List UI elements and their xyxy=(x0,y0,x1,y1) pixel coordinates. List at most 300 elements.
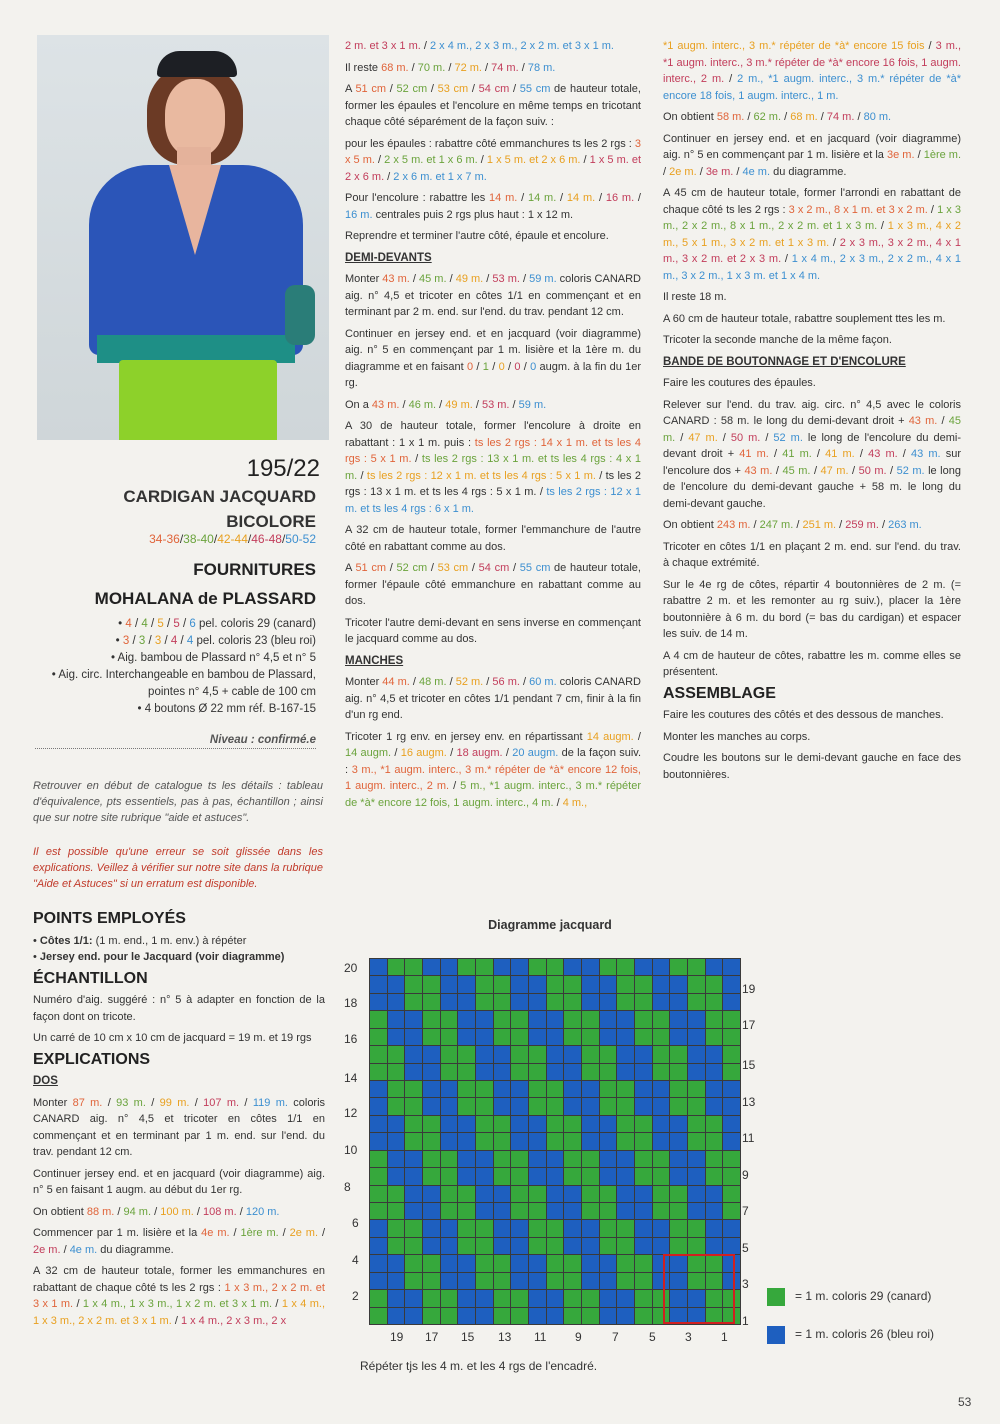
grid-cell xyxy=(493,1045,512,1063)
grid-cell xyxy=(404,1115,423,1133)
erratum-notice: Il est possible qu'une erreur se soit glissée dans les explications. Veillez à vérifier sur notre site dans la rubrique "Aide et Astuces" si un erratum est disponible. xyxy=(33,846,323,890)
grid-cell xyxy=(687,1080,706,1098)
page-number: 53 xyxy=(958,1395,972,1409)
grid-cell xyxy=(369,993,388,1011)
pattern-number: 195/22 xyxy=(246,455,320,482)
grid-cell xyxy=(440,1202,459,1220)
grid-cell xyxy=(457,1254,476,1272)
level-label: Niveau : confirmé.e xyxy=(35,734,316,749)
grid-cell xyxy=(616,1028,635,1046)
grid-cell xyxy=(546,1080,565,1098)
grid-cell xyxy=(687,975,706,993)
grid-cell xyxy=(475,975,494,993)
grid-cell xyxy=(546,975,565,993)
grid-cell xyxy=(440,1254,459,1272)
grid-cell xyxy=(616,993,635,1011)
grid-cell xyxy=(528,1010,547,1028)
grid-cell xyxy=(634,1150,653,1168)
diagram-title: Diagramme jacquard xyxy=(488,918,612,932)
grid-cell xyxy=(616,1272,635,1290)
grid-cell xyxy=(493,1080,512,1098)
grid-cell xyxy=(369,1010,388,1028)
grid-cell xyxy=(493,1202,512,1220)
grid-cell xyxy=(581,1307,600,1325)
grid-cell xyxy=(581,1237,600,1255)
grid-cell xyxy=(669,1115,688,1133)
grid-cell xyxy=(457,1185,476,1203)
grid-cell xyxy=(457,958,476,976)
grid-cell xyxy=(440,1219,459,1237)
grid-cell xyxy=(669,1028,688,1046)
green-swatch xyxy=(767,1288,785,1306)
grid-cell xyxy=(422,958,441,976)
grid-cell xyxy=(705,1132,724,1150)
grid-cell xyxy=(493,1219,512,1237)
supplies-list: • 4 / 4 / 5 / 5 / 6 pel. coloris 29 (canard) • 3 / 3 / 3 / 4 / 4 pel. coloris 23 (bleu roi) • Aig. bambou de Plassard n° 4,5 et n° 5 • Aig. circ. Interchangeable en bambou de Plassard, pointes n° 4,5 + cable de 100 cm • 4 boutons Ø 22 mm réf. B-167-15 xyxy=(51,618,316,715)
grid-cell xyxy=(404,1289,423,1307)
grid-cell xyxy=(475,1150,494,1168)
grid-cell xyxy=(387,958,406,976)
grid-cell xyxy=(422,1080,441,1098)
diagram-caption: Répéter tjs les 4 m. et les 4 rgs de l'encadré. xyxy=(360,1359,598,1373)
grid-cell xyxy=(475,1063,494,1081)
grid-cell xyxy=(599,1185,618,1203)
grid-cell xyxy=(669,1150,688,1168)
grid-cell xyxy=(616,1202,635,1220)
grid-cell xyxy=(404,1219,423,1237)
grid-cell xyxy=(687,1115,706,1133)
grid-cell xyxy=(387,1202,406,1220)
fournitures-heading: FOURNITURES xyxy=(193,560,316,579)
grid-cell xyxy=(652,1167,671,1185)
grid-cell xyxy=(369,1028,388,1046)
blue-swatch xyxy=(767,1326,785,1344)
grid-cell xyxy=(705,1150,724,1168)
grid-cell xyxy=(475,1219,494,1237)
grid-cell xyxy=(669,1167,688,1185)
grid-cell xyxy=(705,1185,724,1203)
grid-cell xyxy=(440,1167,459,1185)
grid-cell xyxy=(440,1289,459,1307)
grid-cell xyxy=(687,993,706,1011)
grid-cell xyxy=(546,1028,565,1046)
grid-cell xyxy=(599,1219,618,1237)
grid-cell xyxy=(546,1132,565,1150)
grid-cell xyxy=(387,1150,406,1168)
grid-cell xyxy=(528,1254,547,1272)
grid-cell xyxy=(404,1185,423,1203)
row-labels-left: 20 18 16 14 12 10 8 6 4 2 xyxy=(344,961,359,1303)
grid-cell xyxy=(510,1237,529,1255)
middle-column: 2 m. et 3 x 1 m. / 2 x 4 m., 2 x 3 m., 2 x 2 m. et 3 x 1 m. Il reste 68 m. / 70 m. / 72 m. / 74 m. / 78 m. A 51 cm / 52 cm / 53 cm / 54 cm / 55 cm de hauteur totale, former les épaules et l'encolure en même temps en tricotant chaque côté séparément de la façon suiv. : pour les épaules : rabattre côté emmanchures ts les 2 rgs : 3 x 5 m. / 2 x 5 m. et 1 x 6 m. / 1 x 5 m. et 2 x 6 m. / 1 x 5 m. et 2 x 6 m. / 2 x 6 m. et 1 x 7 m. Pour l'encolure : rabattre les 14 m. / 14 m. / 14 m. / 16 m. / 16 m. centrales puis 2 rgs plus haut : 1 x 12 m. Reprendre et terminer l'autre côté, épaule et encolure. DEMI-DEVANTS Monter 43 m. / 45 m. / 49 m. / 53 m. / 59 m. coloris CANARD aig. n° 4,5 et tricoter en côtes 1/1 en commençant et en terminant par 2 m. end. sur l'end. du trav. pendant 12 cm. Continuer en jersey end. et en jacquard (voir diagramme) aig. n° 5 en commençant par 1 m. lisière et la 1ère m. du diagramme et en faisant 0 / 1 / 0 / 0 / 0 augm. à la fin du 1er rg. On a 43 m. / 46 m. / 49 m. / 53 m. / 59 m. A 30 de hauteur totale, former l'encolure à droite en rabattant : 1 x 1 m. puis : ts les 2 rgs : 14 x 1 m. et ts les 4 rgs : 5 x 1 m. / ts les 2 rgs : 13 x 1 m. et ts les 4 rgs : 4 x 1 m. / ts les 2 rgs : 12 x 1 m. et ts les 4 rgs : 5 x 1 m. / ts les 2 rgs : 13 x 1 m. et ts les 4 rgs : 5 x 1 m. / ts les 2 rgs : 12 x 1 m. et ts les 4 rgs : 6 x 1 m. A 32 cm de hauteur totale, former l'emmanchure de l'autre côté en rabattant comme au dos. A 51 cm / 52 cm / 53 cm / 54 cm / 55 cm de hauteur totale, former l'épaule côté emmanchure en rabattant comme au dos. Tricoter l'autre demi-devant en sens inverse en commençant le jacquard comme au dos. MANCHES Monter 44 m. / 48 m. / 52 m. / 56 m. / 60 m. coloris CANARD aig. n° 4,5 et tricoter en côtes 1/1 pendant 7 cm, finir à la fin d'un rg end. Tricoter 1 rg env. en jersey env. en répartissant 14 augm. / 14 augm. / 16 augm. / 18 augm. / 20 augm. de la façon suiv. : 3 m., *1 augm. interc., 3 m.* répéter de *à* encore 12 fois, 1 augm. interc., 2 m. / 5 m., *1 augm. interc., 3 m.* répéter de *à* encore 12 fois, 1 augm. interc., 4 m. / 4 m., xyxy=(345,40,642,809)
grid-cell xyxy=(457,1115,476,1133)
grid-cell xyxy=(563,1237,582,1255)
grid-cell xyxy=(493,1132,512,1150)
grid-cell xyxy=(563,1272,582,1290)
grid-cell xyxy=(634,1028,653,1046)
grid-cell xyxy=(387,993,406,1011)
grid-cell xyxy=(581,1080,600,1098)
grid-cell xyxy=(528,1045,547,1063)
grid-cell xyxy=(687,1063,706,1081)
grid-cell xyxy=(475,1307,494,1325)
grid-cell xyxy=(510,1254,529,1272)
grid-cell xyxy=(422,1097,441,1115)
grid-cell xyxy=(705,975,724,993)
grid-cell xyxy=(475,1237,494,1255)
grid-cell xyxy=(369,1097,388,1115)
grid-cell xyxy=(599,975,618,993)
grid-cell xyxy=(599,1237,618,1255)
grid-cell xyxy=(722,1219,741,1237)
grid-cell xyxy=(634,1202,653,1220)
grid-cell xyxy=(687,1010,706,1028)
grid-cell xyxy=(369,1167,388,1185)
grid-cell xyxy=(528,1150,547,1168)
grid-cell xyxy=(581,1115,600,1133)
grid-cell xyxy=(369,975,388,993)
grid-cell xyxy=(546,1289,565,1307)
grid-cell xyxy=(652,1237,671,1255)
grid-cell xyxy=(616,1289,635,1307)
grid-cell xyxy=(369,1150,388,1168)
grid-cell xyxy=(652,1097,671,1115)
grid-cell xyxy=(440,1115,459,1133)
grid-cell xyxy=(722,1010,741,1028)
grid-cell xyxy=(563,1115,582,1133)
grid-cell xyxy=(616,1307,635,1325)
grid-cell xyxy=(457,1289,476,1307)
grid-cell xyxy=(528,1097,547,1115)
grid-cell xyxy=(457,1219,476,1237)
grid-cell xyxy=(616,1097,635,1115)
grid-cell xyxy=(599,1028,618,1046)
grid-cell xyxy=(404,958,423,976)
grid-cell xyxy=(616,1219,635,1237)
grid-cell xyxy=(563,993,582,1011)
grid-cell xyxy=(581,993,600,1011)
grid-cell xyxy=(581,1132,600,1150)
grid-cell xyxy=(369,1063,388,1081)
grid-cell xyxy=(475,1185,494,1203)
grid-cell xyxy=(581,975,600,993)
grid-cell xyxy=(387,1307,406,1325)
grid-cell xyxy=(457,1028,476,1046)
grid-cell xyxy=(581,1150,600,1168)
grid-cell xyxy=(440,1028,459,1046)
grid-cell xyxy=(475,1045,494,1063)
grid-cell xyxy=(616,1237,635,1255)
grid-cell xyxy=(581,1202,600,1220)
grid-cell xyxy=(387,1237,406,1255)
grid-cell xyxy=(722,1132,741,1150)
grid-cell xyxy=(422,1219,441,1237)
grid-cell xyxy=(687,1028,706,1046)
grid-cell xyxy=(475,1167,494,1185)
grid-cell xyxy=(705,1115,724,1133)
grid-cell xyxy=(652,1010,671,1028)
grid-cell xyxy=(422,1010,441,1028)
grid-cell xyxy=(616,1150,635,1168)
grid-cell xyxy=(687,958,706,976)
grid-cell xyxy=(493,958,512,976)
grid-cell xyxy=(475,1010,494,1028)
grid-cell xyxy=(404,1237,423,1255)
grid-cell xyxy=(404,1028,423,1046)
grid-cell xyxy=(669,1045,688,1063)
grid-cell xyxy=(475,1097,494,1115)
grid-cell xyxy=(387,1080,406,1098)
grid-cell xyxy=(581,1289,600,1307)
legend-green: = 1 m. coloris 29 (canard) xyxy=(767,1288,931,1306)
grid-cell xyxy=(634,1167,653,1185)
grid-cell xyxy=(457,1150,476,1168)
grid-cell xyxy=(722,958,741,976)
grid-cell xyxy=(404,1132,423,1150)
grid-cell xyxy=(422,1028,441,1046)
grid-cell xyxy=(616,1185,635,1203)
grid-cell xyxy=(669,1010,688,1028)
grid-cell xyxy=(634,975,653,993)
grid-cell xyxy=(457,1307,476,1325)
grid-cell xyxy=(599,958,618,976)
grid-cell xyxy=(546,1237,565,1255)
grid-cell xyxy=(510,958,529,976)
legend-blue: = 1 m. coloris 26 (bleu roi) xyxy=(767,1326,934,1344)
grid-cell xyxy=(404,1080,423,1098)
grid-cell xyxy=(599,1307,618,1325)
row-labels-right: 19 17 15 13 11 9 7 5 3 1 xyxy=(742,982,756,1328)
grid-cell xyxy=(369,1254,388,1272)
grid-cell xyxy=(440,958,459,976)
grid-cell xyxy=(528,1132,547,1150)
grid-cell xyxy=(634,1080,653,1098)
grid-cell xyxy=(599,993,618,1011)
grid-cell xyxy=(404,1272,423,1290)
grid-cell xyxy=(440,1237,459,1255)
grid-cell xyxy=(475,1080,494,1098)
grid-cell xyxy=(510,1150,529,1168)
grid-cell xyxy=(563,1219,582,1237)
yarn-brand: MOHALANA de PLASSARD xyxy=(94,589,316,608)
grid-cell xyxy=(563,1010,582,1028)
grid-cell xyxy=(528,1289,547,1307)
grid-cell xyxy=(510,1185,529,1203)
grid-cell xyxy=(687,1150,706,1168)
grid-cell xyxy=(528,1237,547,1255)
grid-cell xyxy=(616,1132,635,1150)
grid-cell xyxy=(563,1045,582,1063)
grid-cell xyxy=(440,975,459,993)
grid-cell xyxy=(493,1010,512,1028)
grid-cell xyxy=(369,1080,388,1098)
grid-cell xyxy=(528,1028,547,1046)
grid-cell xyxy=(705,1237,724,1255)
grid-cell xyxy=(687,1167,706,1185)
grid-cell xyxy=(387,975,406,993)
grid-cell xyxy=(528,1080,547,1098)
grid-cell xyxy=(510,1307,529,1325)
grid-cell xyxy=(440,1045,459,1063)
grid-cell xyxy=(563,1307,582,1325)
grid-cell xyxy=(652,958,671,976)
grid-cell xyxy=(404,1307,423,1325)
grid-cell xyxy=(457,1080,476,1098)
grid-cell xyxy=(546,1167,565,1185)
grid-cell xyxy=(422,1307,441,1325)
grid-cell xyxy=(528,1063,547,1081)
grid-cell xyxy=(457,975,476,993)
grid-cell xyxy=(669,1219,688,1237)
grid-cell xyxy=(546,1097,565,1115)
grid-cell xyxy=(652,975,671,993)
grid-cell xyxy=(510,1010,529,1028)
grid-cell xyxy=(457,1097,476,1115)
grid-cell xyxy=(493,1167,512,1185)
grid-cell xyxy=(493,1097,512,1115)
grid-cell xyxy=(563,1289,582,1307)
grid-cell xyxy=(387,1010,406,1028)
grid-cell xyxy=(493,1289,512,1307)
grid-cell xyxy=(493,1063,512,1081)
grid-cell xyxy=(493,1150,512,1168)
grid-cell xyxy=(722,1115,741,1133)
grid-cell xyxy=(563,1080,582,1098)
grid-cell xyxy=(634,1272,653,1290)
grid-cell xyxy=(616,958,635,976)
grid-cell xyxy=(422,1132,441,1150)
grid-cell xyxy=(563,975,582,993)
grid-cell xyxy=(599,1010,618,1028)
grid-cell xyxy=(599,1289,618,1307)
grid-cell xyxy=(422,1150,441,1168)
grid-cell xyxy=(687,1097,706,1115)
grid-cell xyxy=(510,1289,529,1307)
grid-cell xyxy=(422,1167,441,1185)
grid-cell xyxy=(652,1132,671,1150)
repeat-box xyxy=(663,1254,735,1324)
grid-cell xyxy=(387,1185,406,1203)
grid-cell xyxy=(652,1150,671,1168)
grid-cell xyxy=(404,1167,423,1185)
grid-cell xyxy=(722,1185,741,1203)
grid-cell xyxy=(440,1010,459,1028)
grid-cell xyxy=(546,1202,565,1220)
grid-cell xyxy=(422,993,441,1011)
grid-cell xyxy=(634,1254,653,1272)
grid-cell xyxy=(528,1202,547,1220)
grid-cell xyxy=(510,1080,529,1098)
right-column: *1 augm. interc., 3 m.* répéter de *à* encore 15 fois / 3 m., *1 augm. interc., 3 m.* répéter de *à* encore 16 fois, 1 augm. interc., 2 m. / 2 m., *1 augm. interc., 3 m.* répéter de *à* encore 18 fois, 1 augm. interc., 1 m. On obtient 58 m. / 62 m. / 68 m. / 74 m. / 80 m. Continuer en jersey end. et en jacquard (voir diagramme) aig. n° 5 en commençant par 1 m. lisière et la 3e m. / 1ère m. / 2e m. / 3e m. / 4e m. du diagramme. A 45 cm de hauteur totale, former l'arrondi en rabattant de chaque côté ts les 2 rgs : 3 x 2 m., 8 x 1 m. et 3 x 2 m. / 1 x 3 m., 2 x 2 m., 8 x 1 m., 2 x 2 m. et 1 x 3 m. / 1 x 3 m., 4 x 2 m., 5 x 1 m., 3 x 2 m. et 1 x 3 m. / 2 x 3 m., 3 x 2 m., 4 x 1 m., 3 x 2 m. et 2 x 3 m. / 1 x 4 m., 2 x 3 m., 2 x 2 m., 4 x 1 m., 3 x 2 m., 1 x 3 m. et 1 x 4 m. Il reste 18 m. A 60 cm de hauteur totale, rabattre souplement ttes les m. Tricoter la seconde manche de la même façon. BANDE DE BOUTONNAGE ET D'ENCOLURE Faire les coutures des épaules. Relever sur l'end. du trav. aig. circ. n° 4,5 avec le coloris CANARD : 58 m. le long du demi-devant droit + 43 m. / 45 m. / 47 m. / 50 m. / 52 m. le long de l'encolure du demi-devant droit + 41 m. / 41 m. / 41 m. / 43 m. / 43 m. sur l'encolure dos + 43 m. / 45 m. / 47 m. / 50 m. / 52 m. le long de l'encolure du demi-devant gauche + 58 m. le long du demi-devant gauche. On obtient 243 m. / 247 m. / 251 m. / 259 m. / 263 m. Tricoter en côtes 1/1 en plaçant 2 m. end. sur l'end. du trav. à chaque extrémité. Sur le 4e rg de côtes, répartir 4 boutonnières de 2 m. (= rabattre 2 m. et les remonter au rg suiv.), placer la 1ère boutonnière à 6 m. du bord (= bas du cardigan) et espacer les suiv. de 14 m. A 4 cm de hauteur de côtes, rabattre les m. comme elles se présentent. ASSEMBLAGE Faire les coutures des côtés et des dessous de manches. Monter les manches au corps. Coudre les boutons sur le demi-devant gauche en face des boutonnières. xyxy=(663,40,962,781)
grid-cell xyxy=(581,1185,600,1203)
grid-cell xyxy=(616,975,635,993)
grid-cell xyxy=(563,1063,582,1081)
grid-cell xyxy=(404,1202,423,1220)
grid-cell xyxy=(475,1272,494,1290)
grid-cell xyxy=(546,993,565,1011)
grid-cell xyxy=(634,1115,653,1133)
grid-cell xyxy=(546,1272,565,1290)
grid-cell xyxy=(422,1272,441,1290)
grid-cell xyxy=(387,1028,406,1046)
grid-cell xyxy=(581,1219,600,1237)
grid-cell xyxy=(599,1097,618,1115)
grid-cell xyxy=(475,993,494,1011)
grid-cell xyxy=(387,1289,406,1307)
grid-cell xyxy=(634,1010,653,1028)
grid-cell xyxy=(634,1063,653,1081)
grid-cell xyxy=(669,1080,688,1098)
grid-cell xyxy=(722,1237,741,1255)
grid-cell xyxy=(440,1272,459,1290)
grid-cell xyxy=(493,1254,512,1272)
grid-cell xyxy=(687,1202,706,1220)
grid-cell xyxy=(404,975,423,993)
grid-cell xyxy=(422,1045,441,1063)
grid-cell xyxy=(440,1097,459,1115)
grid-cell xyxy=(528,1272,547,1290)
grid-cell xyxy=(422,1254,441,1272)
points-heading: POINTS EMPLOYÉS xyxy=(33,910,186,927)
grid-cell xyxy=(599,1150,618,1168)
grid-cell xyxy=(510,1167,529,1185)
grid-cell xyxy=(599,1063,618,1081)
grid-cell xyxy=(510,1097,529,1115)
grid-cell xyxy=(581,1097,600,1115)
grid-cell xyxy=(422,1289,441,1307)
grid-cell xyxy=(563,1202,582,1220)
grid-cell xyxy=(722,1063,741,1081)
grid-cell xyxy=(616,1115,635,1133)
grid-cell xyxy=(404,993,423,1011)
grid-cell xyxy=(387,1272,406,1290)
grid-cell xyxy=(387,1115,406,1133)
grid-cell xyxy=(369,1289,388,1307)
catalogue-info: Retrouver en début de catalogue ts les détails : tableau d'équivalence, pts essentiels, pas à pas, échantillon ; ainsi que sur notre site rubrique "aide et astuces". xyxy=(33,780,323,824)
grid-cell xyxy=(599,1167,618,1185)
grid-cell xyxy=(493,993,512,1011)
grid-cell xyxy=(440,1132,459,1150)
grid-cell xyxy=(581,1010,600,1028)
grid-cell xyxy=(457,1063,476,1081)
grid-cell xyxy=(616,1010,635,1028)
grid-cell xyxy=(528,993,547,1011)
grid-cell xyxy=(369,1237,388,1255)
grid-cell xyxy=(581,1045,600,1063)
grid-cell xyxy=(404,1097,423,1115)
grid-cell xyxy=(510,1132,529,1150)
grid-cell xyxy=(475,1115,494,1133)
grid-cell xyxy=(387,1063,406,1081)
grid-cell xyxy=(440,993,459,1011)
grid-cell xyxy=(687,1132,706,1150)
grid-cell xyxy=(387,1219,406,1237)
grid-cell xyxy=(510,1202,529,1220)
grid-cell xyxy=(669,975,688,993)
grid-cell xyxy=(687,1185,706,1203)
grid-cell xyxy=(563,1028,582,1046)
grid-cell xyxy=(616,1167,635,1185)
grid-cell xyxy=(722,993,741,1011)
grid-cell xyxy=(475,1202,494,1220)
grid-cell xyxy=(510,1045,529,1063)
grid-cell xyxy=(705,1167,724,1185)
grid-cell xyxy=(722,975,741,993)
grid-cell xyxy=(440,1307,459,1325)
grid-cell xyxy=(387,1045,406,1063)
grid-cell xyxy=(581,1063,600,1081)
grid-cell xyxy=(546,1185,565,1203)
